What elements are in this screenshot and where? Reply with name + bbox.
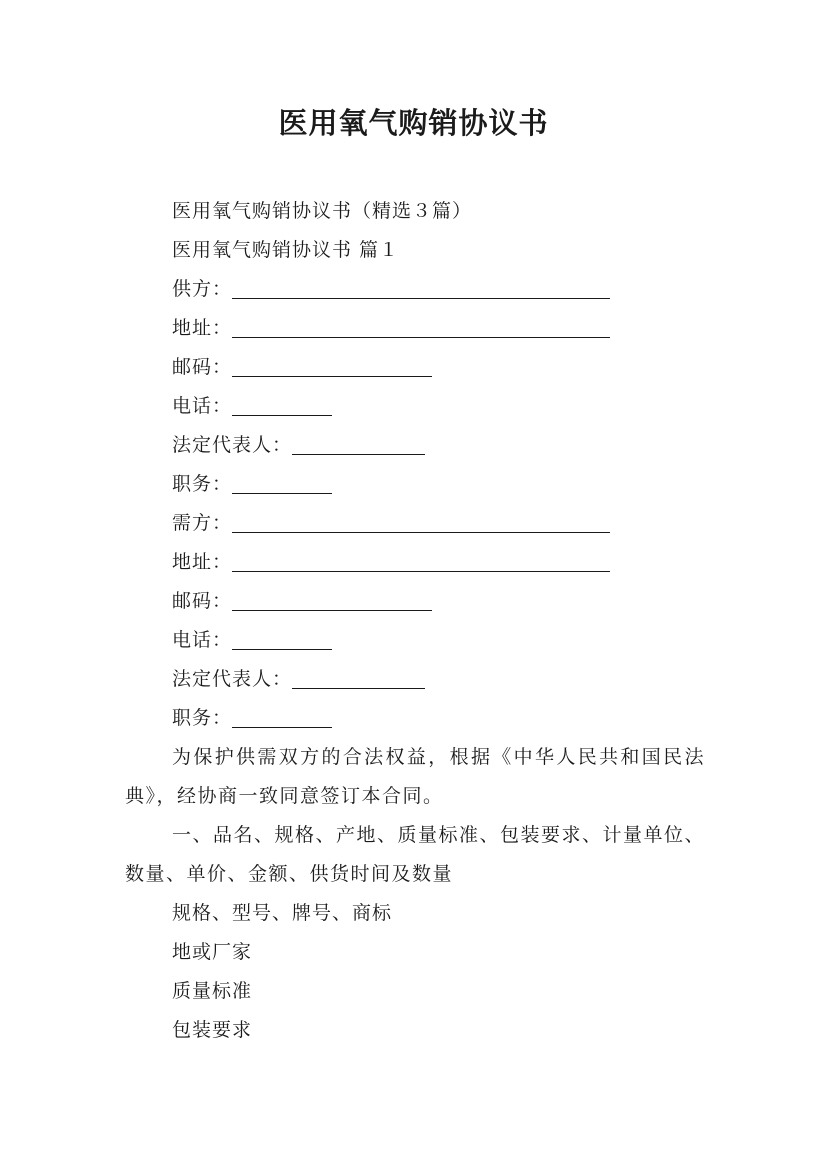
buyer-party-label: 需方： <box>172 512 233 534</box>
supplier-phone-label: 电话： <box>172 395 233 417</box>
list-item: 地或厂家 <box>172 941 253 963</box>
supplier-phone-row <box>125 387 705 426</box>
buyer-legal-rep-blank <box>292 660 425 689</box>
document-title: 医用氧气购销协议书 <box>278 106 549 140</box>
buyer-postcode-label: 邮码： <box>172 590 233 612</box>
buyer-phone-blank <box>232 621 332 650</box>
supplier-party-row <box>125 270 705 309</box>
supplier-postcode-label: 邮码： <box>172 356 233 378</box>
buyer-postcode-blank <box>232 582 432 611</box>
buyer-address-row <box>125 543 705 582</box>
supplier-address-label: 地址： <box>172 317 233 339</box>
supplier-party-blank <box>232 270 610 299</box>
section-heading: 医用氧气购销协议书 篇１ <box>172 239 400 261</box>
buyer-address-label: 地址： <box>172 551 233 573</box>
buyer-phone-label: 电话： <box>172 629 233 651</box>
buyer-address-blank <box>232 543 610 572</box>
document-subtitle: 医用氧气购销协议书（精选３篇） <box>172 200 473 222</box>
buyer-legal-rep-label: 法定代表人： <box>172 668 293 690</box>
supplier-legal-rep-blank <box>292 426 425 455</box>
supplier-position-label: 职务： <box>172 473 233 495</box>
supplier-legal-rep-label: 法定代表人： <box>172 434 293 456</box>
buyer-position-row <box>125 699 705 738</box>
intro-paragraph: 为保护供需双方的合法权益，根据《中华人民共和国民法典》，经协商一致同意签订本合同。 <box>125 746 705 807</box>
supplier-position-blank <box>232 465 332 494</box>
supplier-address-row <box>125 309 705 348</box>
list-item: 包装要求 <box>172 1019 253 1041</box>
buyer-postcode-row <box>125 582 705 621</box>
supplier-party-label: 供方： <box>172 278 233 300</box>
buyer-legal-rep-row <box>125 660 705 699</box>
buyer-position-label: 职务： <box>172 707 233 729</box>
supplier-legal-rep-row <box>125 426 705 465</box>
clause-one-paragraph: 一、品名、规格、产地、质量标准、包装要求、计量单位、数量、单价、金额、供货时间及数量 <box>125 824 706 885</box>
list-item: 规格、型号、牌号、商标 <box>172 902 393 924</box>
buyer-position-blank <box>232 699 332 728</box>
supplier-address-blank <box>232 309 610 338</box>
buyer-party-blank <box>232 504 610 533</box>
supplier-postcode-blank <box>232 348 432 377</box>
supplier-phone-blank <box>232 387 332 416</box>
supplier-position-row <box>125 465 705 504</box>
buyer-party-row <box>125 504 705 543</box>
list-item: 质量标准 <box>172 980 253 1002</box>
supplier-postcode-row <box>125 348 705 387</box>
buyer-phone-row <box>125 621 705 660</box>
document-body <box>125 192 705 1050</box>
